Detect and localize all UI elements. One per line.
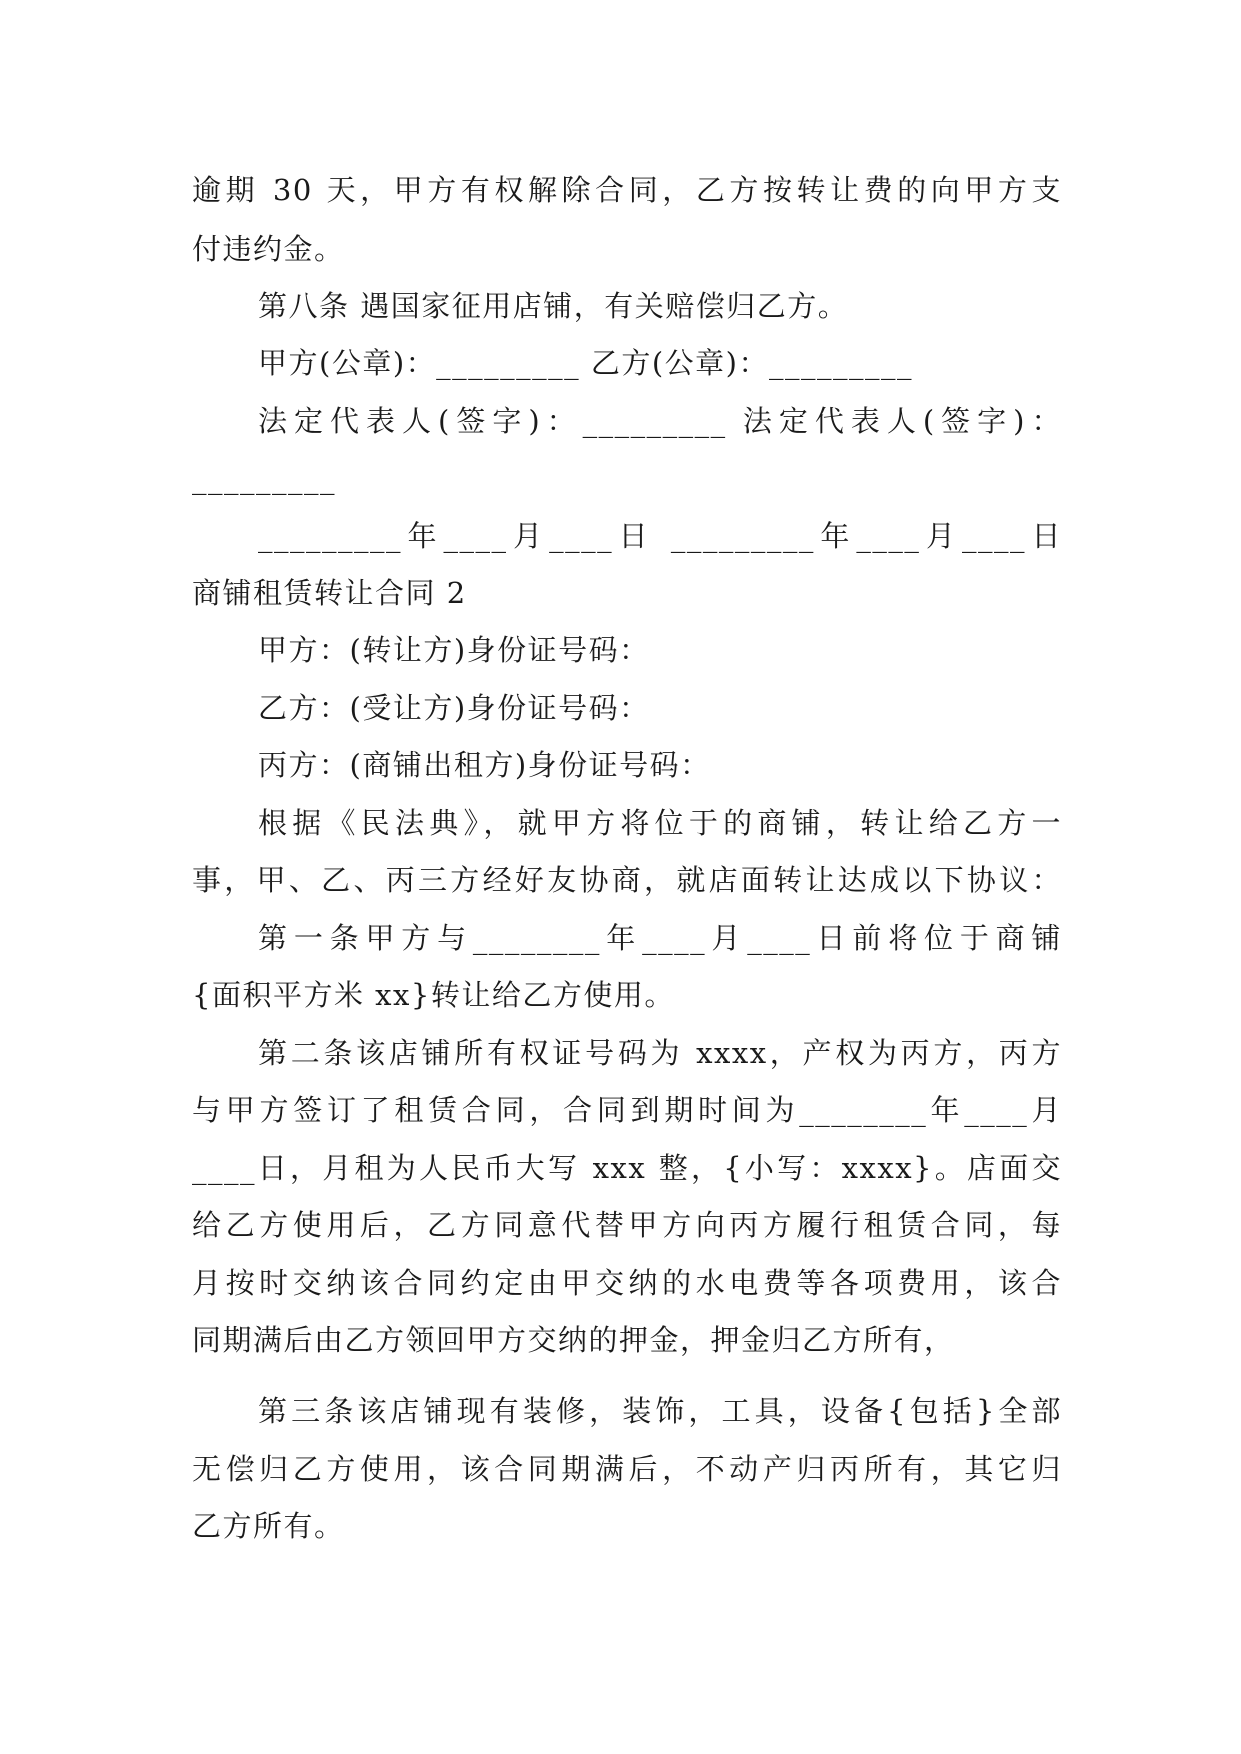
signature-blank: _________ — [192, 461, 336, 495]
text-line: 事，甲、乙、丙三方经好友协商，就店面转让达成以下协议： — [192, 863, 1062, 897]
signature-line: 法定代表人(签字)：_________ 法定代表人(签字)： — [258, 404, 1062, 438]
clause-line: 无偿归乙方使用，该合同期满后，不动产归丙所有，其它归 — [192, 1452, 1062, 1486]
text-line: 付违约金。 — [192, 232, 345, 266]
clause-line: 第三条该店铺现有装修，装饰，工具，设备{包括}全部 — [258, 1394, 1062, 1428]
text-line: 第八条 遇国家征用店铺，有关赔偿归乙方。 — [258, 289, 849, 323]
clause-line: 乙方所有。 — [192, 1509, 345, 1543]
clause-line: ____日，月租为人民币大写 xxx 整，{小写：xxxx}。店面交 — [192, 1151, 1062, 1185]
party-line: 丙方：(商铺出租方)身份证号码： — [258, 748, 711, 782]
signature-line: 甲方(公章)：_________ 乙方(公章)：_________ — [258, 346, 913, 380]
clause-line: 第二条该店铺所有权证号码为 xxxx，产权为丙方，丙方 — [258, 1036, 1062, 1070]
party-line: 甲方：(转让方)身份证号码： — [258, 633, 650, 667]
clause-line: 同期满后由乙方领回甲方交纳的押金，押金归乙方所有， — [192, 1323, 955, 1357]
section-title: 商铺租赁转让合同 2 — [192, 576, 467, 610]
clause-line: 与甲方签订了租赁合同，合同到期时间为________年____月 — [192, 1093, 1062, 1127]
text-line: 逾期 30 天，甲方有权解除合同，乙方按转让费的向甲方支 — [192, 173, 1062, 207]
text-line: 根据《民法典》，就甲方将位于的商铺，转让给乙方一 — [258, 806, 1062, 840]
clause-line: 给乙方使用后，乙方同意代替甲方向丙方履行租赁合同，每 — [192, 1208, 1062, 1242]
clause-line: 第一条甲方与________年____月____日前将位于商铺 — [258, 921, 1062, 955]
party-line: 乙方：(受让方)身份证号码： — [258, 691, 650, 725]
clause-line: 月按时交纳该合同约定由甲交纳的水电费等各项费用，该合 — [192, 1266, 1062, 1300]
clause-line: {面积平方米 xx}转让给乙方使用。 — [192, 978, 675, 1012]
date-line: _________年____月____日 _________年____月____日 — [258, 519, 1062, 553]
